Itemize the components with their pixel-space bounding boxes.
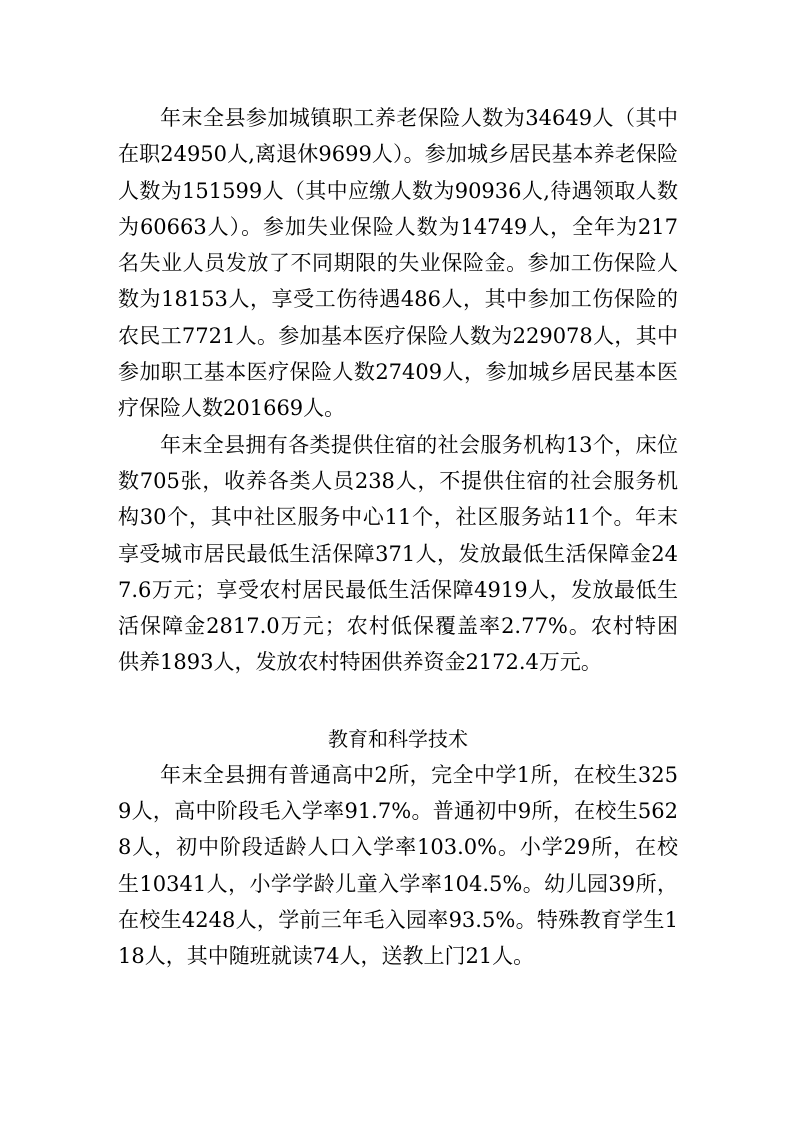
education-section-heading: 教育和科学技术 (328, 726, 468, 751)
education-paragraph: 年末全县拥有普通高中2所，完全中学1所，在校生3259人，高中阶段毛入学率91.7%。普通初中9所，在校生5628人，初中阶段适龄人口入学率103.0%。小学29所，在校生10341人，小学学龄儿童入学率104.5%。幼儿园39所，在校生4248人，学前三年毛入园率93.5%。特殊教育学生118人，其中随班就读74人，送教上门21人。 (118, 762, 678, 969)
social-insurance-paragraph: 年末全县参加城镇职工养老保险人数为34649人（其中在职24950人,离退休9699人）。参加城乡居民基本养老保险人数为151599人（其中应缴人数为90936人,待遇领取人数为60663人）。参加失业保险人数为14749人，全年为217名失业人员发放了不同期限的失业保险金。参加工伤保险人数为18153人，享受工伤待遇486人，其中参加工伤保险的农民工7721人。参加基本医疗保险人数为229078人，其中参加职工基本医疗保险人数27409人，参加城乡居民基本医疗保险人数201669人。 (118, 106, 678, 421)
document-page (118, 100, 678, 975)
social-services-paragraph: 年末全县拥有各类提供住宿的社会服务机构13个，床位数705张，收养各类人员238人，不提供住宿的社会服务机构30个，其中社区服务中心11个，社区服务站11个。年末享受城市居民最低生活保障371人，发放最低生活保障金247.6万元；享受农村居民最低生活保障4919人，发放最低生活保障金2817.0万元；农村低保覆盖率2.77%。农村特困供养1893人，发放农村特困供养资金2172.4万元。 (118, 432, 678, 675)
